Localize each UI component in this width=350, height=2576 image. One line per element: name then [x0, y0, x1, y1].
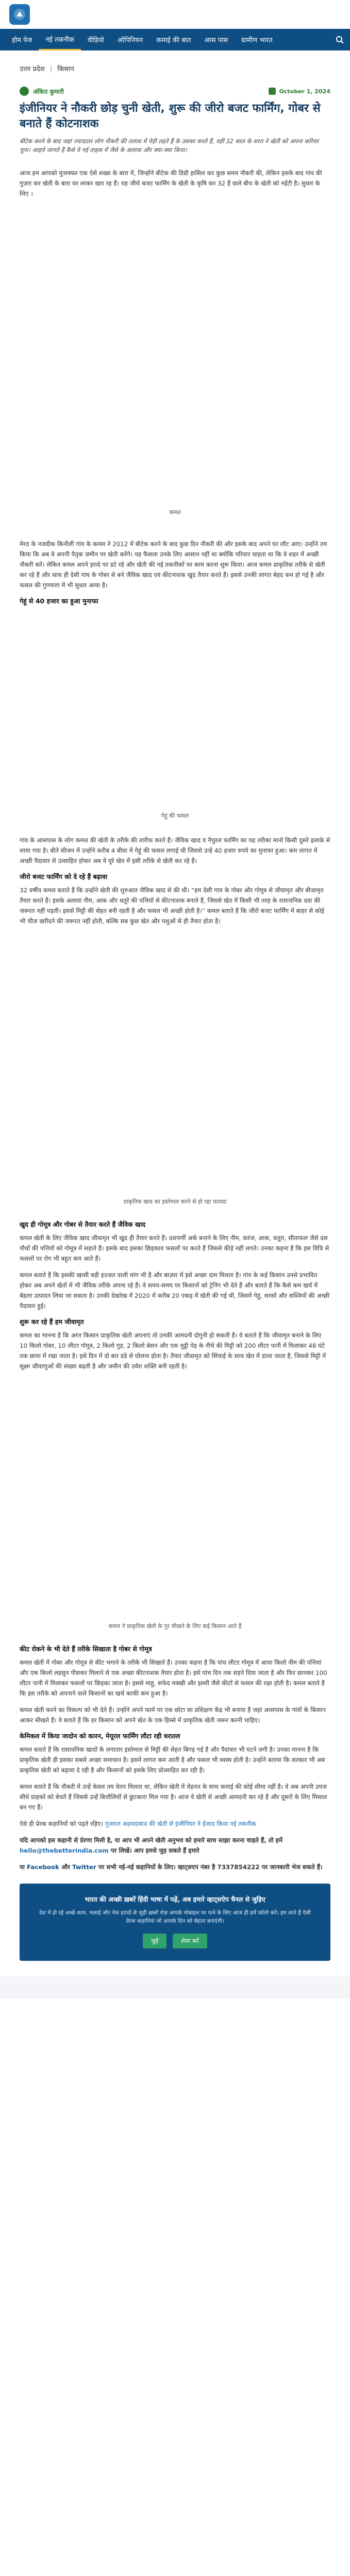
- site-logo[interactable]: [9, 4, 30, 25]
- nav-item-video[interactable]: वीडियो: [87, 37, 104, 44]
- image-caption-3: प्राकृतिक खाद का इस्तेमाल करने से हो रहा फायदा: [123, 1198, 227, 1205]
- site-header: [0, 0, 350, 29]
- publish-date: [269, 88, 330, 95]
- paragraph-6: कमल बताते हैं कि इसकी खासी बड़ी इज़्ज़त वाली मांग भी है और बाज़ार में इसे अच्छा दाम मिलता है। गांव के कई किसान उनसे प्रभावित होकर अब अपने खेतों में भी जैविक तरीके अपना रहे हैं। वे समय-समय पर किसानों को ट्रेनिंग भी देते हैं और बताते हैं कि कैसे कम खर्च में बेहतर उत्पादन लिया जा सकता है। उनकी देखरेख में 2020 में करीब 20 एकड़ में खेती की गई थी, जिसमें गेहूं, सरसों और सब्जियों की अच्छी पैदावार हुई।: [20, 1272, 330, 1310]
- article-lead: बीटेक करने के बाद जहां ज्यादातर लोग नौकरी की तलाश में पेड़ी तहते हैं के उसका करते हैं, वहीं 32 साल के शरत ने खेती को अपना करियर चुना। आइये जानते हैं कैसे वे नई ताइक में जैसे के अलावा और क्या-क्या किया।: [20, 138, 319, 154]
- contact-text: यदि आपको इस कहानी से प्रेरणा मिली है, या आप भी अपने खेती अनुभव को हमारे साथ साझा करना चाहते हैं, तो हमें: [20, 1837, 283, 1844]
- breadcrumb-separator: |: [49, 64, 53, 73]
- article-image-3: [20, 933, 330, 1216]
- article-image-1: [20, 205, 330, 535]
- section-heading-5: कीट रोकने के भी देते हैं तरीके सिखाता है गोबर से गोमूत्र: [20, 1645, 152, 1653]
- image-caption-4: कमल ने प्राकृतिक खेती के गुर सीखने के लिए कई किसान आते हैं: [108, 1623, 242, 1630]
- social-post: पर सभी नई-नई कहानियों के लिए। व्हाट्सएप नंबर है: [96, 1863, 215, 1871]
- paragraph-7: कमल का मानना है कि अगर किसान प्राकृतिक खेती अपनाएं तो उनकी आमदनी दोगुनी हो सकती है। वे बताते हैं कि जीवामृत बनाने के लिए 10 किलो गोबर, 10 लीटर गोमूत्र, 2 किलो गुड़, 2 किलो बेसन और एक मुट्ठी पेड़ के नीचे की मिट्टी को 200 लीटर पानी में मिलाकर 48 घंटे तक छाया में रखा जाता है। इसे दिन में दो बार डंडे से घोलना होता है। तैयार जीवामृत को सिंचाई के साथ खेत में डाला जाता है, जिससे मिट्टी में सूक्ष्म जीवाणुओं की संख्या बढ़ती है और जमीन की उर्वरा शक्ति बनी रहती है।: [20, 1332, 326, 1370]
- related-prefix: ऐसे ही प्रेरक कहानियों को पढ़ते रहिए।: [20, 1820, 105, 1827]
- related-story-link[interactable]: गुजरात अहमदाबाद की खेती से इंजीनियर ने ईजाद किया नई तकनीक: [105, 1820, 256, 1827]
- date-text: October 1, 2024: [279, 88, 330, 95]
- cta-body: देश में हो रहे अच्छे काम, भलाई और नेक इरादों से जुड़ी ख़बरें रोज़ आपके मोबाइल पर पाने के लिए आज ही हमें फॉलो करें। हम लाते हैं ऐसी प्रेरक कहानियां जो आपके दिन को बेहतर बनाएंगी।: [39, 1910, 311, 1924]
- paragraph-1: आज हम आपको मुजफ्फर एक ऐसे शख्स के बारा में, जिन्होंने बीटेक की डिग्री हासिल कर कुछ समय नौकरी की, लेकिन इसके बाद गांव की गुज़ार कर खेती के बारा घर लाकर खरा रह हैं। यह जीरो बजट फार्मिंग के खेती के कृषि कर 32 हैं वाले बीच के खेती को नईटी है। सुधार के लिए ।: [20, 170, 322, 197]
- nav-item-nearby[interactable]: आस पास: [204, 37, 228, 44]
- cta-buttons: [35, 1934, 315, 1948]
- paragraph-5: कमल खेती के लिए जैविक खाद जीवामृत भी खुद ही तैयार करते हैं। दशपर्णी अर्क बनाने के लिए नीम, करंज, आक, धतूरा, सीताफल जैसे दस पौधों की पत्तियों को गोमूत्र में सड़ाते हैं। इसके बाद इसका छिड़काव फसलों पर करते हैं जिससे कीड़े नहीं लगते। उनका कहना है कि इस विधि से फसलों पर रोग भी बहुत कम आते हैं।: [20, 1234, 329, 1262]
- whatsapp-number[interactable]: 7337854222: [217, 1863, 260, 1871]
- article-meta: [20, 87, 330, 96]
- contact-email-link[interactable]: hello@thebetterindia.com: [20, 1847, 109, 1854]
- social-and: और: [59, 1863, 72, 1871]
- article-image-4: [20, 1378, 330, 1640]
- nav-item-rural[interactable]: ग्रामीण भारत: [241, 37, 273, 44]
- social-prefix: या: [20, 1863, 27, 1871]
- section-heading-6: केमिकल में किया जादोन को कारन, मेयूरल फार्मिंग लौटा रही धरातल: [20, 1732, 180, 1740]
- author-info[interactable]: [20, 87, 64, 96]
- author-name[interactable]: अंकित कुमारी: [33, 88, 64, 95]
- nav-item-tech[interactable]: नई तकनीक: [39, 29, 81, 50]
- image-caption-1: कमल: [169, 509, 181, 516]
- breadcrumb: [0, 50, 350, 87]
- paragraph-13: [20, 1835, 330, 1856]
- paragraph-4: 32 वर्षीय कमल बताते हैं कि उन्होंने खेती की शुरुआत जैविक खाद से की थी। “हम देसी गाय के गोबर और गोमूत्र से जीवामृत और बीजामृत तैयार करते हैं। इसके अलावा नीम, आक और धतूरे की पत्तियों से कीटनाशक बनाते हैं, जिससे खेत में किसी भी तरह के रासायनिक दवा की जरूरत नहीं पड़ती। इससे मिट्टी की सेहत बनी रहती है और फसल भी अच्छी होती है।” कमल बताते हैं कि जीरो बजट फार्मिंग में बाहर से कोई भी चीज़ खरीदने की जरूरत नहीं होती, बल्कि सब कुछ खेत और पशुओं से ही तैयार होता है।: [20, 887, 324, 925]
- logo-icon: [13, 8, 26, 21]
- article-title: इंजीनियर ने नौकरी छोड़ चुनी खेती, शुरू की जीरो बजट फार्मिंग, गोबर से बनाते हैं कोटनाशक: [20, 102, 321, 130]
- whatsapp-cta-box: [20, 1884, 330, 1961]
- nav-item-home[interactable]: होम पेज: [12, 37, 32, 44]
- image-caption-2: गेहूं की फसल: [161, 812, 189, 819]
- paragraph-2: मेरठ के नजदीक किनौली गांव के कमल ने 2012 में बीटेक करने के बाद कुछ दिन नौकरी की और इसके बाद अपने घर लौट आए। उन्होंने तय किया कि अब वे अपनी पैतृक ज़मीन पर खेती करेंगे। यह फैसला उनके लिए आसान नहीं था क्योंकि परिवार चाहता था कि वे शहर में अच्छी नौकरी करें। लेकिन कमल अपने इरादे पर डटे रहे और खेती की नई तकनीकों पर काम करना शुरू किया। आज कमल प्राकृतिक तरीके से खेती कर रहे हैं और साथ ही देसी गाय के गोबर से बने जैविक खाद एवं कीटनाशक खुद तैयार करते हैं। इससे उनकी लागत बेहद कम हो गई है और फसल की गुणवत्ता में भी सुधार आया है।: [20, 540, 327, 589]
- section-heading-4: शुरू कर रहे हैं हम जीवामृत: [20, 1318, 84, 1326]
- page-footer-strip: [0, 1976, 350, 1999]
- paragraph-8: कमल खेती में गोबर और गोमूत्र से कीट भगाने के तरीके भी सिखाते हैं। उनका कहना है कि पांच लीटर गोमूत्र में आधा किलो नीम की पत्तियां और एक किलो लहसुन पीसकर मिलाने से एक अच्छा कीटनाशक तैयार होता है। इसे पांच दिन तक सड़ने दिया जाता है और फिर छानकर 100 लीटर पानी में मिलाकर फसलों पर छिड़का जाता है। इससे माहू, सफेद मक्खी और इल्ली जैसे कीटों से फसल की रक्षा होती है। कमल बताते हैं कि इस तरीके को अपनाने वाले किसानों का खर्च काफी कम हुआ है।: [20, 1659, 327, 1697]
- join-channel-button[interactable]: जुड़ें: [143, 1934, 166, 1948]
- paragraph-3: गांव के आसपास के लोग कमल की खेती के तरीके की तारीफ करते हैं। जैविक खाद व नैचुरल फार्मिंग का यह तरीका मानो किसी दूसरे इलाके से लाया गया है। बीते सीजन में उन्होंने करीब 4 बीघा में गेहूं की फसल लगाई थी जिससे उन्हें 40 हजार रुपये का मुनाफा हुआ। कम लागत में अच्छी पैदावार से उत्साहित होकर अब वे पूरे खेत में इसी तरीके से खेती कर रहे हैं।: [20, 837, 330, 865]
- twitter-link[interactable]: Twitter: [72, 1863, 96, 1871]
- contact-text-post: पर लिखें। आप हमसे जुड़ सकते हैं हमारे: [108, 1847, 199, 1854]
- breadcrumb-item-state[interactable]: उत्तर प्रदेश: [20, 65, 45, 73]
- section-heading-2: जीरो बजट फार्मिंग को दे रहे हैं बढ़ावा: [20, 873, 108, 880]
- paragraph-14: [20, 1862, 330, 1872]
- article-image-2: [20, 609, 330, 831]
- social-end: पर जानकारी भेज सकते हैं।: [259, 1863, 323, 1871]
- facebook-link[interactable]: Facebook: [27, 1863, 59, 1871]
- main-nav: [0, 29, 350, 50]
- calendar-icon: [269, 88, 276, 95]
- nav-item-earning[interactable]: कमाई की बात: [156, 37, 191, 44]
- search-icon[interactable]: [335, 35, 345, 45]
- cta-heading: भारत की अच्छी ख़बरें हिंदी भाषा में पढ़ें, अब हमारे व्हाट्सऐप चैनल से जुड़िए: [85, 1895, 265, 1903]
- nav-item-opinion[interactable]: ऑपिनियन: [117, 37, 143, 44]
- article-body: [0, 87, 350, 1961]
- section-heading-1: गेहूं से 40 हजार का हुआ मुनाफा: [20, 597, 98, 605]
- share-button[interactable]: शेयर करें: [173, 1934, 207, 1948]
- section-heading-3: खुद ही गोमूत्र और गोबर से तैयार करते हैं जैविक खाद: [20, 1221, 146, 1228]
- paragraph-10: कमल बताते हैं कि रासायनिक खादों के लगातार इस्तेमाल से मिट्टी की सेहत बिगड़ गई है और पैदावार भी घटने लगी है। उनका मानना है कि प्राकृतिक खेती ही इसका सबसे अच्छा समाधान है। इसमें लागत कम आती है और फसल भी स्वस्थ होती है। उन्होंने बताया कि सरकार भी अब प्राकृतिक खेती को बढ़ावा दे रही है और किसानों को इसके लिए प्रोत्साहित कर रही है।: [20, 1746, 325, 1774]
- author-avatar: [20, 87, 29, 96]
- paragraph-11: कमल बताते हैं कि नौकरी में उन्हें केवल तय वेतन मिलता था, लेकिन खेती में मेहनत के साथ कमाई की कोई सीमा नहीं है। वे अब अपनी उपज सीधे ग्राहकों को बेचते हैं जिससे उन्हें बिचौलियों से छुटकारा मिल गया है। आज वे खेती से अच्छी आमदनी कर रहे हैं और दूसरों के लिए मिसाल बन गए हैं।: [20, 1783, 327, 1811]
- paragraph-12: [20, 1819, 330, 1829]
- paragraph-9: कमल खेती करने का विकल्प को भी देते हैं। उन्होंने अपने फार्म पर एक छोटा सा प्रशिक्षण केंद्र भी बनाया है जहां आसपास के गांवों के किसान आकर सीखते हैं। वे बताते हैं कि हर किसान को अपने खेत के एक हिस्से में प्राकृतिक खेती जरूर करनी चाहिए।: [20, 1706, 326, 1724]
- breadcrumb-item-category[interactable]: किसान: [57, 65, 74, 73]
